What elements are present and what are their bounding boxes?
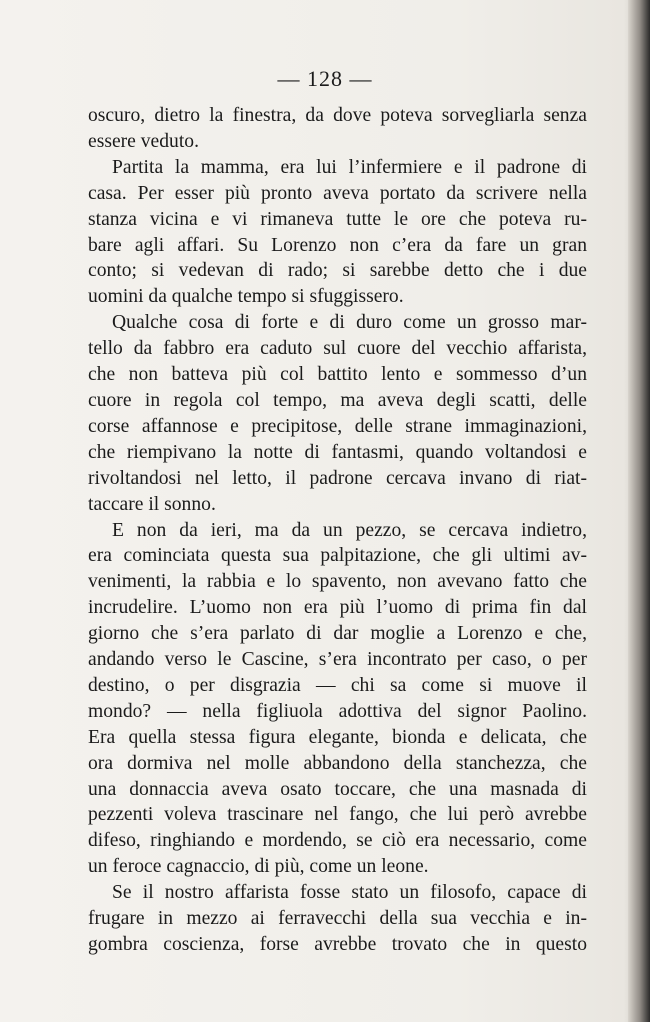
text-line: corse affannose e precipitose, delle strane immaginazioni, [88, 415, 587, 437]
text-line: taccare il sonno. [88, 493, 216, 515]
text-line: casa. Per esser più pronto aveva portato da scrivere nella [88, 182, 587, 204]
text-line: destino, o per disgrazia — chi sa come si muove il [88, 674, 587, 696]
text-line: mondo? — nella figliuola adottiva del signor Paolino. [88, 700, 587, 722]
text-line: che riempivano la notte di fantasmi, quando voltandosi e [88, 441, 587, 463]
text-line: oscuro, dietro la finestra, da dove poteva sorvegliarla senza [88, 105, 587, 126]
text-line: Partita la mamma, era lui l’infermiere e il padrone di [112, 156, 587, 178]
text-line: ora dormiva nel molle abbandono della stanchezza, che [88, 752, 587, 774]
text-line: incrudelire. L’uomo non era più l’uomo di prima fin dal [88, 597, 587, 619]
text-line: che non batteva più col battito lento e sommesso d’un [88, 364, 587, 386]
text-line: stanza vicina e vi rimaneva tutte le ore che poteva ru- [88, 208, 587, 230]
text-line: Era quella stessa figura elegante, bionda e delicata, che [88, 726, 587, 748]
text-line: era cominciata questa sua palpitazione, che gli ultimi av- [88, 545, 587, 567]
text-line: gombra coscienza, forse avrebbe trovato che in questo [88, 934, 587, 955]
text-line: giorno che s’era parlato di dar moglie a Lorenzo e che, [88, 623, 587, 645]
text-line: frugare in mezzo ai ferravecchi della sua vecchia e in- [88, 908, 587, 930]
text-line: conto; si vedevan di rado; si sarebbe detto che i due [88, 260, 587, 282]
text-line: rivoltandosi nel letto, il padrone cercava invano di riat- [88, 467, 587, 489]
page-edge-shadow [628, 0, 650, 1022]
text-line: uomini da qualche tempo si sfuggissero. [88, 286, 404, 308]
text-line: E non da ieri, ma da un pezzo, se cercava indietro, [112, 519, 587, 541]
page-number: — 128 — [277, 66, 373, 91]
text-line: Se il nostro affarista fosse stato un filosofo, capace di [112, 882, 587, 904]
text-line: difeso, ringhiando e mordendo, se ciò era necessario, come [88, 830, 587, 852]
text-line: tello da fabbro era caduto sul cuore del vecchio affarista, [88, 338, 587, 360]
text-line: bare agli affari. Su Lorenzo non c’era da fare un gran [88, 234, 587, 256]
text-line: cuore in regola col tempo, ma aveva degli scatti, delle [88, 389, 587, 411]
text-line: pezzenti voleva trascinare nel fango, che lui però avrebbe [88, 804, 587, 826]
text-line: essere veduto. [88, 130, 199, 152]
text-line: venimenti, la rabbia e lo spavento, non avevano fatto che [88, 571, 587, 593]
text-line: andando verso le Cascine, s’era incontrato per caso, o per [88, 649, 587, 671]
body-text [88, 103, 587, 958]
text-line: Qualche cosa di forte e di duro come un grosso mar- [112, 312, 587, 334]
text-line: una donnaccia aveva osato toccare, che una masnada di [88, 778, 587, 800]
text-line: un feroce cagnaccio, di più, come un leone. [88, 856, 429, 878]
